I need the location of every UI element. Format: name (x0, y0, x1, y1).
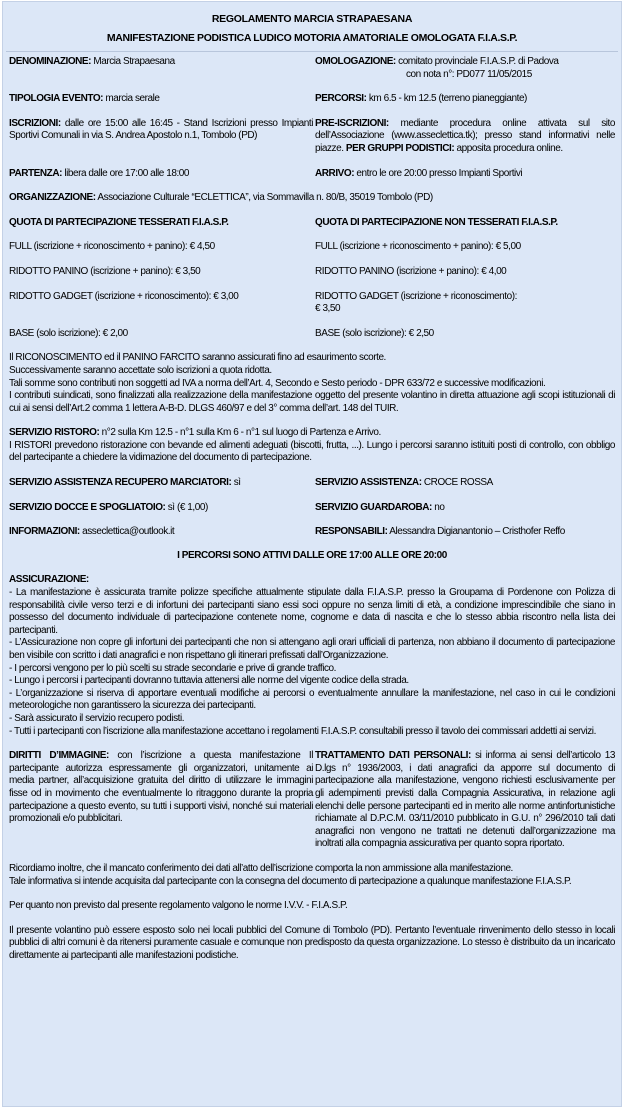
ristoro-value: n°2 sulla Km 12.5 - n°1 sulla Km 6 - n°1 sul luogo di Partenza e Arrivo. (99, 427, 381, 439)
note-riconoscimento: Il RICONOSCIMENTO ed il PANINO FARCITO saranno assicurati fino ad esaurimento scorte. (9, 352, 386, 364)
omologazione (315, 56, 615, 81)
assicurazione-p4: - Lungo i percorsi i partecipanti dovranno tuttavia attenersi alle norme del vigente codice della strada. (9, 675, 409, 687)
non-tesserati-ridotto-gadget-label: RIDOTTO GADGET (iscrizione + riconoscimento): (315, 290, 517, 302)
assicurazione-p1: - La manifestazione è assicurata tramite polizze specifiche attualmente stipulate dalla F.I.A.S.P. presso la Groupama di Pordenone con Polizza di responsabilità civile verso terzi e di infortuni dei partecipanti siano essi soci oppure no senza limiti di età, a condizione imprescindibile che siano in possesso del documento individuale di partecipazione contenete nome, cognome e data di nascita e che lo stesso abbia riscontro nella lista dei partecipanti. (9, 587, 615, 636)
informazioni-email: asseclettica@outlook.it (79, 526, 175, 538)
divider (6, 51, 618, 52)
omologazione-note: con nota n°: PD077 11/05/2015 (406, 68, 532, 80)
partenza-label: PARTENZA: (9, 167, 62, 179)
trattamento-dati (315, 750, 615, 851)
diritti-immagine (9, 750, 313, 851)
footer-line-3: Per quanto non previsto dal presente regolamento valgono le norme I.V.V. - F.I.A.S.P. (9, 900, 348, 912)
row-diritti (9, 750, 615, 851)
assicurazione-p3: - I percorsi vengono per lo più scelti su strade secondarie e prive di grande traffico. (9, 662, 336, 674)
row-tipologia (9, 93, 615, 106)
assicurazione-p6: - Sarà assicurato il servizio recupero podisti. (9, 712, 185, 724)
quota-non-tesserati-heading: QUOTA DI PARTECIPAZIONE NON TESSERATI F.I.A.S.P. (315, 216, 558, 228)
diritti-value: con l’iscrizione a questa manifestazione Il partecipante autorizza espressamente gli organizzatori, unitamente ai media partner, all’acquisizione gratuita del diritto di utilizzare le immagini fisse od in movimento che eventualmente lo ritraggono durante la propria partecipazione a questo evento, su tutti i supporti visivi, nonché sui materiali promozionali e/o pubblicitari. (9, 750, 313, 825)
tesserati-ridotto-gadget: RIDOTTO GADGET (iscrizione + riconoscimento): € 3,00 (9, 290, 239, 302)
quote-headings (9, 217, 615, 230)
percorsi-label: PERCORSI: (315, 93, 367, 105)
quote-ridotto-panino (9, 266, 615, 279)
row-servizi-1 (9, 477, 615, 490)
non-tesserati-ridotto-gadget-price: € 3,50 (315, 303, 341, 315)
docce-value: sì (€ 1,00) (165, 501, 208, 513)
organizzazione-value: Associazione Culturale “ECLETTICA”, via Sommavilla n. 80/B, 35019 Tombolo (PD) (95, 192, 433, 204)
responsabili-value: Alessandra Digianantonio – Cristhofer Reffo (387, 526, 565, 538)
tesserati-ridotto-panino: RIDOTTO PANINO (iscrizione + panino): € 3,50 (9, 265, 201, 277)
diritti-label: DIRITTI D’IMMAGINE: (9, 750, 109, 762)
footer-line-4: Il presente volantino può essere esposto solo nei locali pubblici del Comune di Tombolo (PD). Pertanto l’eventuale rinvenimento dello stesso in locali pubblici di altri comuni è da ritenersi puramente casuale e comunque non predisposto da questa organizzazione. Lo stesso è distribuito da un incaricato direttamente ai partecipanti alle manifestazioni podistiche. (9, 924, 615, 961)
tipologia-label: TIPOLOGIA EVENTO: (9, 93, 104, 105)
organizzazione-label: ORGANIZZAZIONE: (9, 192, 96, 204)
denominazione-value: Marcia Strapaesana (91, 56, 175, 67)
guardaroba-value: no (431, 501, 445, 513)
recupero-value: sì (231, 477, 241, 489)
note-contributi: I contributi suindicati, sono finalizzati alla realizzazione della manifestazione oggetto del presente volantino in diretta attuazione agli scopi istituzionali di cui ai sensi dell’Art.2 comma 1 lettera A-B-D. DLGS 460/97 e del 3° comma dell’art. 148 del TUIR. (9, 390, 615, 414)
assicurazione-p7: - Tutti i partecipanti con l’iscrizione alla manifestazione accettano i regolamenti F.I.A.S.P. consultabili presso il tavolo dei commissari addetti ai servizi. (9, 725, 596, 737)
row-servizi-3 (9, 526, 615, 539)
trattamento-value: si informa ai sensi dell’articolo 13 D.lgs n° 1936/2003, i dati anagrafici da apporre sul documento di partecipazione alla manifestazione, vengono richiesti esclusivamente per gli adempimenti previsti dalla Compagnia Assicurativa, in relazione agli elenchi delle persone partecipanti ed in merito alle norme antinfortunistiche richiamate al D.P.C.M. 03/11/2010 pubblicato in G.U. n° 296/2010 tali dati anagrafici non vengono ne trattati ne detenuti dall’organizzazione ma inoltrati alla compagnia assicurativa per quanto sopra riportato. (315, 750, 615, 850)
assicurazione-label: ASSICURAZIONE: (9, 574, 89, 586)
iscrizioni-label: ISCRIZIONI: (9, 117, 61, 129)
note-iva: Tali somme sono contributi non soggetti ad IVA a norma dell’Art. 4, Secondo e Sesto periodo - DPR 633/72 e successive modificazioni. (9, 377, 546, 389)
quota-tesserati-heading: QUOTA DI PARTECIPAZIONE TESSERATI F.I.A.S.P. (9, 216, 229, 228)
informazioni-label: INFORMAZIONI: (9, 526, 80, 538)
guardaroba-label: SERVIZIO GUARDAROBA: (315, 501, 432, 513)
partenza-value: libera dalle ore 17:00 alle 18:00 (61, 167, 190, 179)
non-tesserati-base: BASE (solo iscrizione): € 2,50 (315, 327, 434, 339)
tesserati-full: FULL (iscrizione + riconoscimento + panino): € 4,50 (9, 241, 215, 253)
arrivo-label: ARRIVO: (315, 167, 355, 179)
regulation-flyer (2, 1, 622, 1107)
denominazione (9, 56, 313, 81)
quote-ridotto-gadget (9, 291, 615, 316)
note-quota-ridotta: Successivamente saranno accettate solo iscrizioni a quota ridotta. (9, 364, 272, 376)
assicurazione-p2: - L’Assicurazione non copre gli infortuni dei partecipanti che non si attengano agli orari ufficiali di partenza, non abbiano il documento di partecipazione ben visibile con scritto i dati anagrafici e non rispettano gli itinerari prefissati dall’Organizzazione. (9, 637, 615, 661)
row-iscrizioni (9, 118, 615, 156)
recupero-label: SERVIZIO ASSISTENZA RECUPERO MARCIATORI: (9, 477, 232, 489)
assicurazione-p5: - L’organizzazione si riserva di apportare eventuali modifiche ai percorsi o eventualmente annullare la manifestazione, nel caso in cui le condizioni meteorologiche non garantissero la sicurezza dei partecipanti. (9, 687, 615, 712)
row-partenza (9, 168, 615, 181)
iscrizioni-value: dalle ore 15:00 alle 16:45 - Stand Iscrizioni presso Impianti Sportivi Comunali in via S. Andrea Apostolo n.1, Tombolo (PD) (9, 117, 313, 142)
omologazione-label: OMOLOGAZIONE: (315, 56, 396, 67)
quote-base (9, 328, 615, 341)
assicurazione (9, 574, 615, 738)
document-title: REGOLAMENTO MARCIA STRAPAESANA (211, 13, 413, 25)
arrivo-value: entro le ore 20:00 presso Impianti Sportivi (354, 167, 523, 179)
preiscrizioni-value: mediante procedura online attivata sul sito dell’Associazione (www.asseclettica.tk); presso stand informativi nelle piazze. (315, 117, 615, 154)
docce-label: SERVIZIO DOCCE E SPOGLIATOIO: (9, 501, 166, 513)
row-servizi-2 (9, 502, 615, 515)
percorsi-attivi-notice: I PERCORSI SONO ATTIVI DALLE ORE 17:00 ALLE ORE 20:00 (177, 549, 447, 561)
footer-informativa (9, 863, 615, 888)
ristoro-label: SERVIZIO RISTORO: (9, 427, 100, 439)
document-subtitle: MANIFESTAZIONE PODISTICA LUDICO MOTORIA AMATORIALE OMOLOGATA F.I.A.S.P. (106, 32, 518, 44)
organizzazione (9, 192, 615, 205)
ristoro-text: I RISTORI prevedono ristorazione con bevande ed alimenti adeguati (biscotti, frutta, ...). Lungo i percorsi saranno istituiti posti di controllo, con obbligo del partecipante a chiedere la vidimazione del documento di partecipazione. (9, 439, 615, 464)
row-denominazione (9, 56, 615, 81)
footer-line-1: Ricordiamo inoltre, che il mancato conferimento dei dati all’atto dell’iscrizione comporta la non ammissione alla manifestazione. (9, 862, 513, 874)
trattamento-label: TRATTAMENTO DATI PERSONALI: (315, 750, 471, 762)
non-tesserati-ridotto-gadget (315, 291, 615, 316)
servizio-ristoro (9, 427, 615, 465)
denominazione-label: DENOMINAZIONE: (9, 56, 92, 67)
gruppi-value: apposita procedura online. (454, 142, 563, 154)
note-quote (9, 352, 615, 415)
percorsi-value: km 6.5 - km 12.5 (terreno pianeggiante) (366, 93, 527, 105)
tipologia-value: marcia serale (103, 93, 160, 105)
gruppi-label: PER GRUPPI PODISTICI: (343, 142, 455, 154)
responsabili-label: RESPONSABILI: (315, 526, 388, 538)
non-tesserati-full: FULL (iscrizione + riconoscimento + panino): € 5,00 (315, 241, 521, 253)
non-tesserati-ridotto-panino: RIDOTTO PANINO (iscrizione + panino): € 4,00 (315, 265, 507, 277)
assistenza-value: CROCE ROSSA (421, 477, 493, 489)
assistenza-label: SERVIZIO ASSISTENZA: (315, 477, 422, 489)
quote-full (9, 241, 615, 254)
footer-line-2: Tale informativa si intende acquisita dal partecipante con la consegna del documento di partecipazione a qualunque manifestazione F.I.A.S.P. (9, 875, 572, 887)
tesserati-base: BASE (solo iscrizione): € 2,00 (9, 327, 128, 339)
omologazione-value: comitato provinciale F.I.A.S.P. di Padova (395, 56, 559, 67)
preiscrizioni-label: PRE-ISCRIZIONI: (315, 117, 389, 129)
